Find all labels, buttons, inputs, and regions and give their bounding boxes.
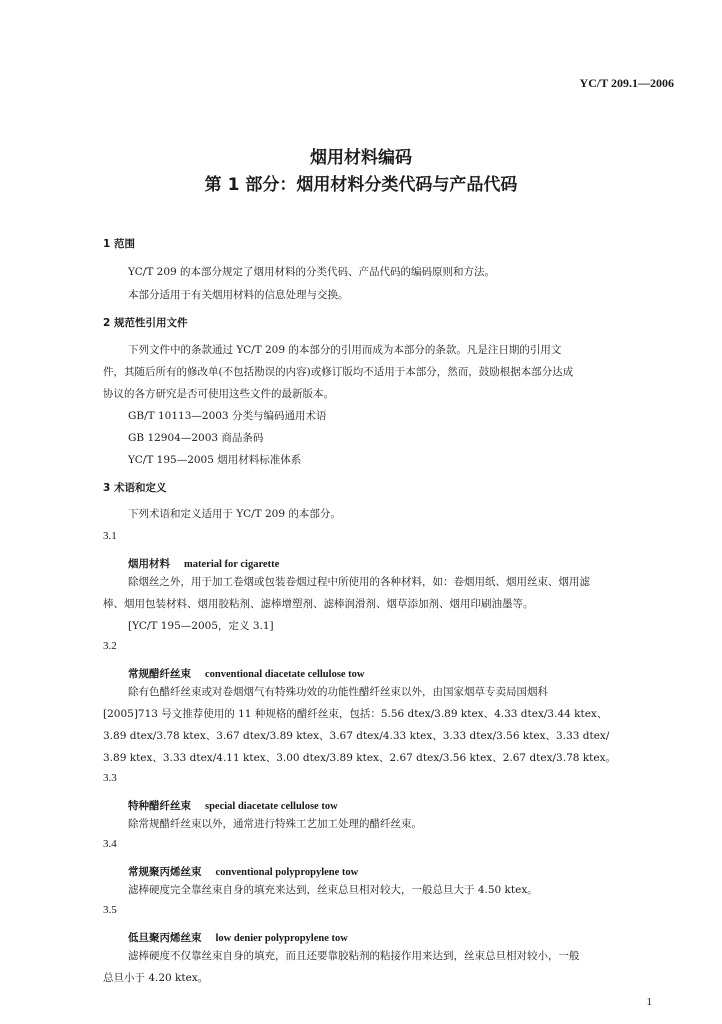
term-3-2-en: conventional diacetate cellulose tow: [205, 669, 365, 680]
section-2-heading: 2 规范性引用文件: [103, 317, 188, 329]
term-3-4-number: 3.4: [103, 838, 117, 850]
page-number: 1: [646, 996, 652, 1008]
term-3-2-number: 3.2: [103, 640, 117, 652]
section-2-para-line-3: 协议的各方研究是否可使用这些文件的最新版本。: [103, 388, 334, 400]
reference-3: YC/T 195—2005 烟用材料标准体系: [128, 454, 302, 466]
reference-1: GB/T 10113—2003 分类与编码通用术语: [128, 410, 327, 422]
term-3-1-cn: 烟用材料: [128, 558, 170, 570]
term-3-4-def-line-1: 滤棒硬度完全靠丝束自身的填充来达到，丝束总旦相对较大，一般总旦大于 4.50 ktex。: [128, 884, 538, 896]
term-3-3-def-line-1: 除常规醋纤丝束以外，通常进行特殊工艺加工处理的醋纤丝束。: [128, 818, 422, 830]
term-3-2-def-line-2: [2005]713 号文推荐使用的 11 种规格的醋纤丝束，包括：5.56 dtex/3.89 ktex、4.33 dtex/3.44 ktex、: [103, 708, 608, 720]
reference-2: GB 12904—2003 商品条码: [128, 432, 264, 444]
term-3-4-en: conventional polypropylene tow: [215, 867, 359, 878]
term-3-5-cn: 低旦聚丙烯丝束: [128, 932, 202, 944]
term-3-4-name: [128, 860, 358, 879]
term-3-5-en: low denier polypropylene tow: [215, 933, 348, 944]
term-3-5-name: [128, 926, 348, 945]
term-3-2-name: [128, 662, 365, 681]
term-3-3-en: special diacetate cellulose tow: [205, 801, 338, 812]
section-1-para-2: 本部分适用于有关烟用材料的信息处理与交换。: [128, 289, 349, 301]
section-3-intro: 下列术语和定义适用于 YC/T 209 的本部分。: [128, 508, 341, 520]
term-3-1-number: 3.1: [103, 530, 117, 542]
term-3-1-def-line-2: 棒、烟用包装材料、烟用胶粘剂、滤棒增塑剂、滤棒润滑剂、烟草添加剂、烟用印刷油墨等。: [103, 598, 534, 610]
term-3-2-cn: 常规醋纤丝束: [128, 668, 191, 680]
term-3-5-number: 3.5: [103, 904, 117, 916]
term-3-1-source: [YC/T 195—2005，定义 3.1]: [128, 620, 274, 632]
term-3-4-cn: 常规聚丙烯丝束: [128, 866, 202, 878]
section-1-heading: 1 范围: [103, 238, 135, 250]
term-3-3-name: [128, 794, 338, 813]
term-3-5-def-line-1: 滤棒硬度不仅靠丝束自身的填充，而且还要靠胶粘剂的粘接作用来达到，丝束总旦相对较小，一般: [128, 950, 580, 962]
standard-code: YC/T 209.1—2006: [579, 76, 674, 90]
term-3-1-def-line-1: 除烟丝之外，用于加工卷烟或包装卷烟过程中所使用的各种材料，如：卷烟用纸、烟用丝束、烟用滤: [128, 576, 590, 588]
term-3-2-def-line-1: 除有色醋纤丝束或对卷烟烟气有特殊功效的功能性醋纤丝束以外，由国家烟草专卖局国烟科: [128, 686, 548, 698]
section-2-para-line-2: 件，其随后所有的修改单(不包括勘误的内容)或修订版均不适用于本部分，然而，鼓励根据本部分达成: [103, 366, 574, 378]
term-3-1-name: [128, 552, 279, 571]
document-subtitle: 第 1 部分：烟用材料分类代码与产品代码: [204, 175, 518, 195]
term-3-1-en: material for cigarette: [184, 559, 280, 570]
term-3-3-cn: 特种醋纤丝束: [128, 800, 191, 812]
document-title: 烟用材料编码: [310, 148, 412, 168]
section-2-para-line-1: 下列文件中的条款通过 YC/T 209 的本部分的引用而成为本部分的条款。凡是注日期的引用文: [128, 344, 562, 356]
section-1-para-1: YC/T 209 的本部分规定了烟用材料的分类代码、产品代码的编码原则和方法。: [128, 266, 496, 278]
term-3-2-def-line-4: 3.89 ktex、3.33 dtex/4.11 ktex、3.00 dtex/3.89 ktex、2.67 dtex/3.56 ktex、2.67 dtex/3.78 ktex。: [103, 752, 616, 764]
section-3-heading: 3 术语和定义: [103, 482, 167, 494]
term-3-5-def-line-2: 总旦小于 4.20 ktex。: [103, 972, 209, 984]
term-3-2-def-line-3: 3.89 dtex/3.78 ktex、3.67 dtex/3.89 ktex、3.67 dtex/4.33 ktex、3.33 dtex/3.56 ktex、3.33 dtex/: [103, 730, 610, 742]
term-3-3-number: 3.3: [103, 772, 117, 784]
